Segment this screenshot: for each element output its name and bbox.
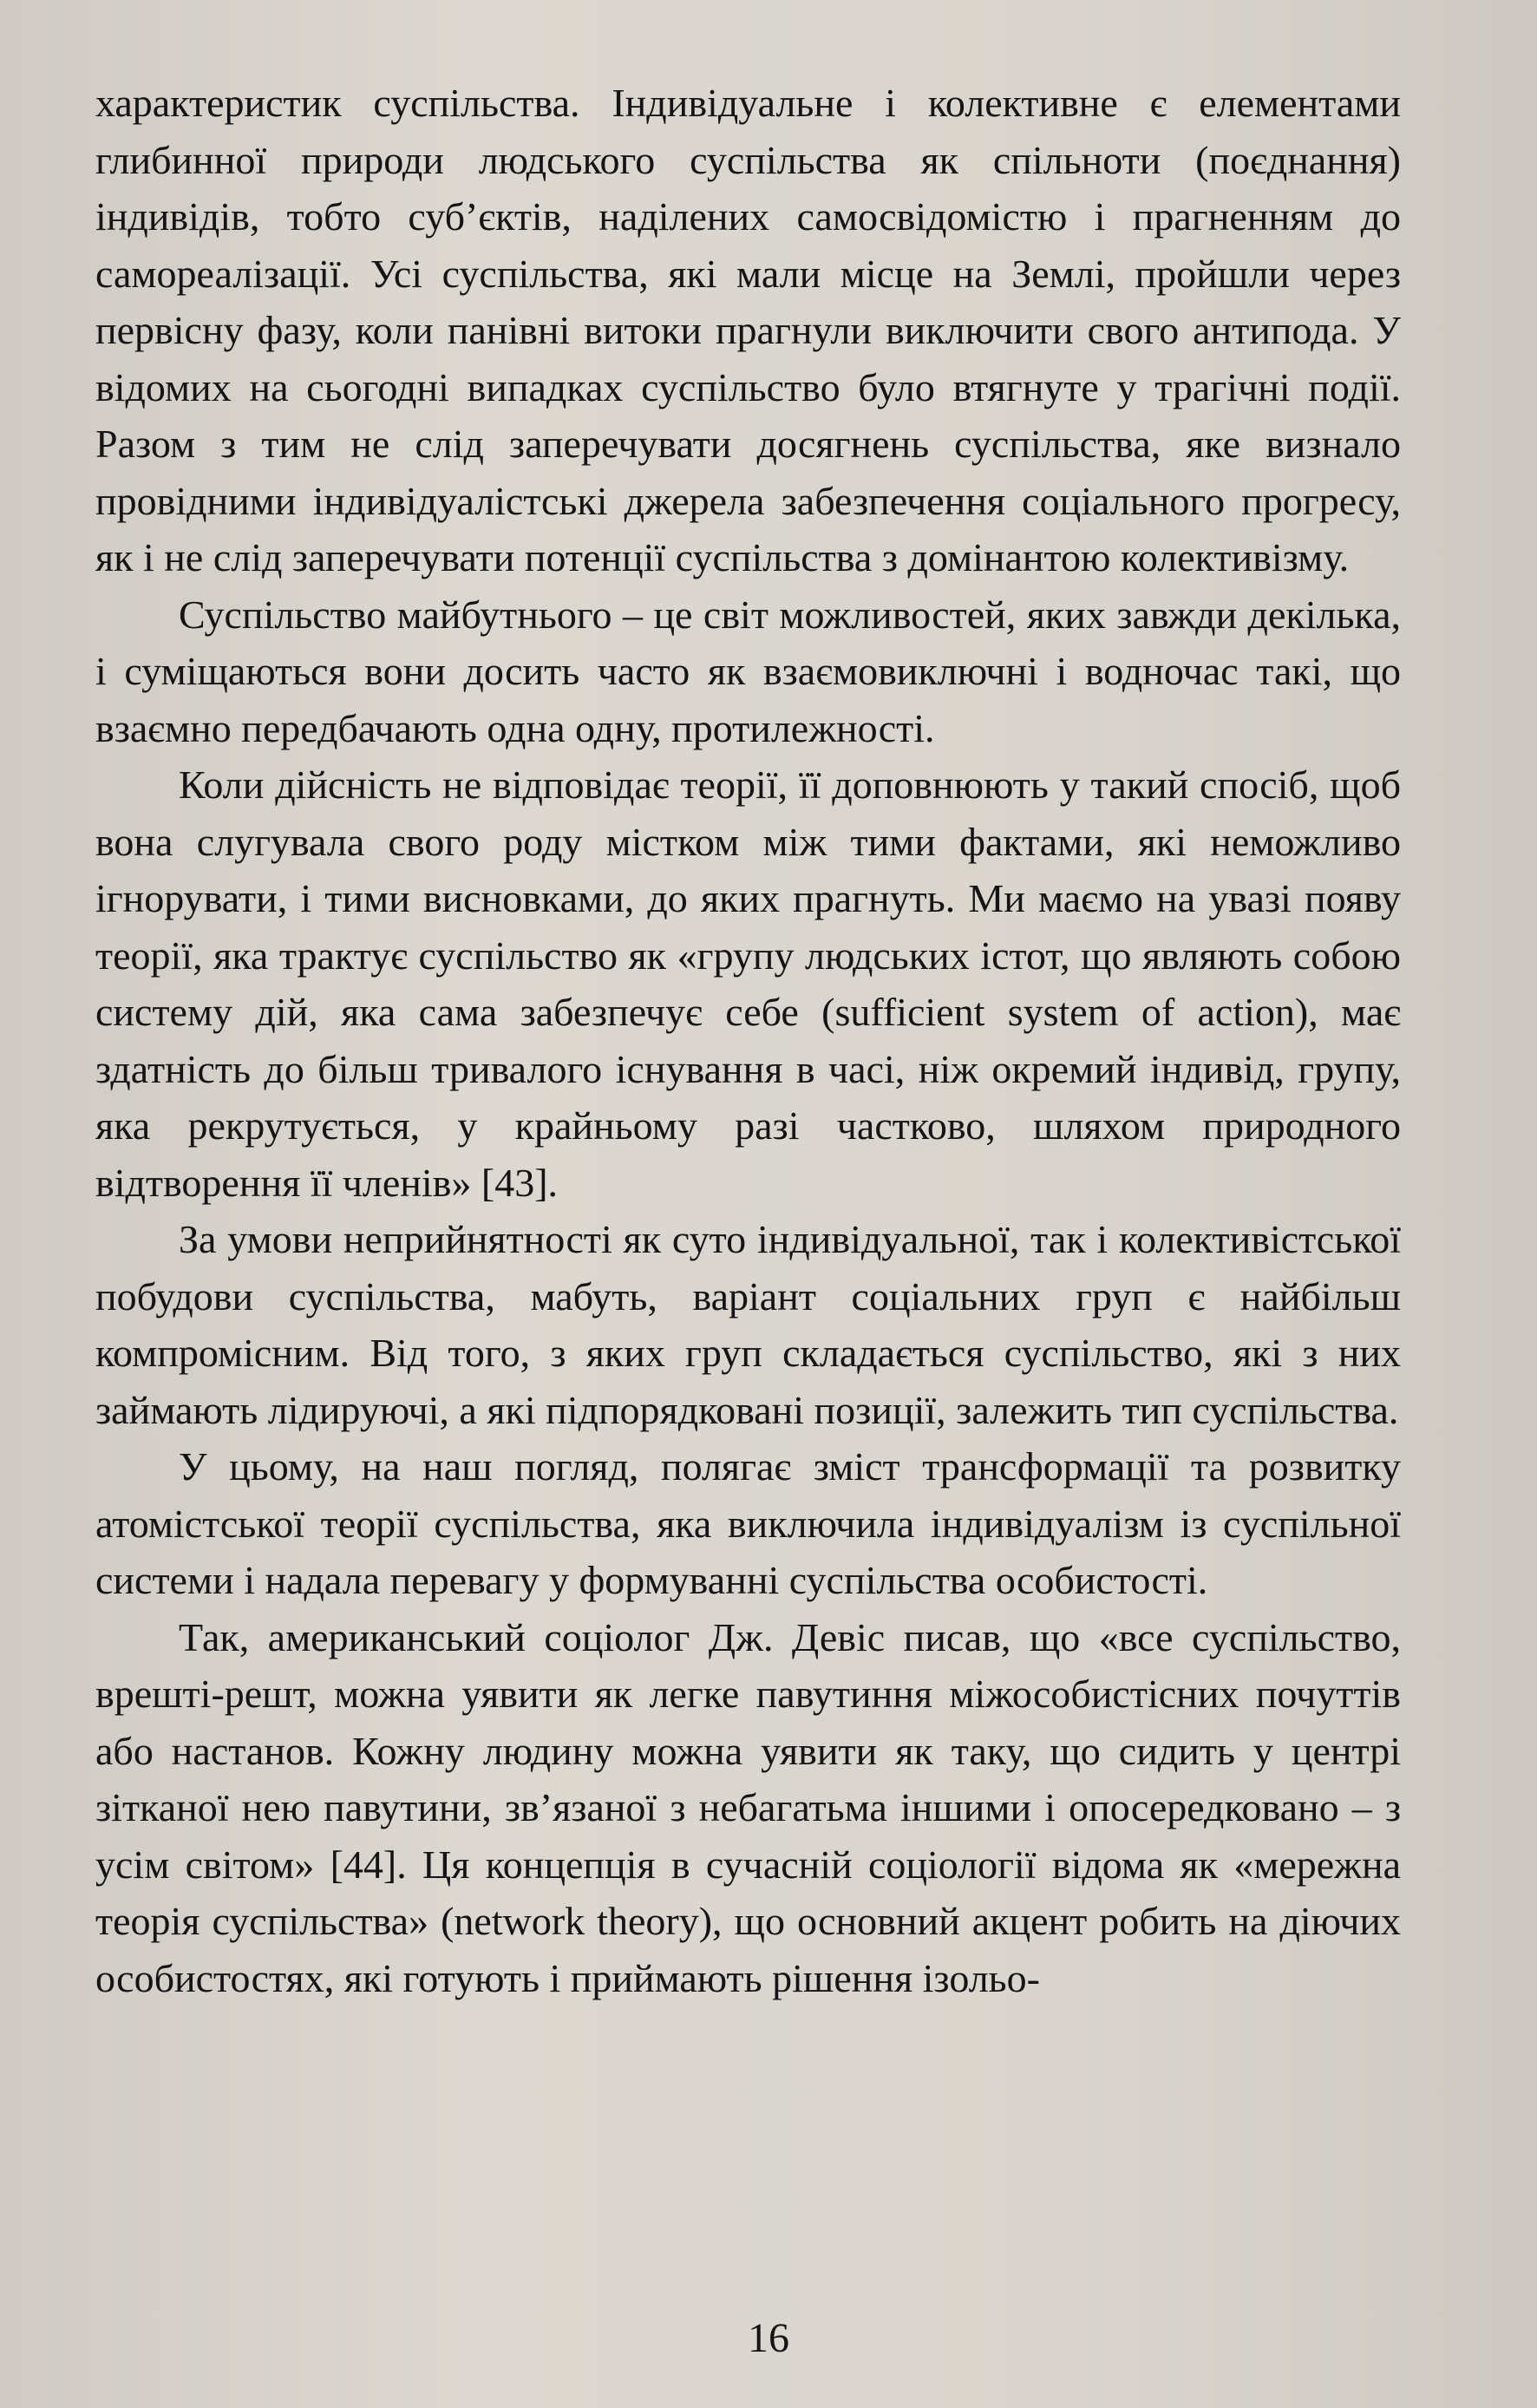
paragraph-1: характеристик суспільства. Індивідуальне і колективне є елементами глибинної природи людського суспільства як спільноти (поєднання) індивідів, тобто суб’єктів, наділених самосвідомістю і прагненням до самореалізації. Усі суспільства, які мали місце на Землі, пройшли через первісну фазу, коли панівні витоки прагнули виключити свого антипода. У відомих на сьогодні випадках суспільство було втягнуте у трагічні події. Разом з тим не слід заперечувати досягнень суспільства, яке визнало провідними індивідуалістські джерела забезпечення соціального прогресу, як і не слід заперечувати потенції суспільства з домінантою колективізму. <box>95 81 1401 579</box>
page-number: 16 <box>748 2315 789 2361</box>
paragraph-5: У цьому, на наш погляд, полягає зміст трансформації та розвитку атомістської теорії суспільства, яка виключила індивідуалізм із суспільної системи і надала перевагу у формуванні суспільства особистості. <box>95 1444 1401 1602</box>
paragraph-2: Суспільство майбутнього – це світ можливостей, яких завжди декілька, і суміщаються вони досить часто як взаємовиключні і водночас такі, що взаємно передбачають одна одну, протилежності. <box>95 592 1401 750</box>
paragraph-4: За умови неприйнятності як суто індивідуальної, так і колективістської побудови суспільства, мабуть, варіант соціальних груп є найбільш компромісним. Від того, з яких груп складається суспільство, які з них займають лідируючі, а які підпорядковані позиції, залежить тип суспільства. <box>95 1217 1401 1432</box>
paragraph-3: Коли дійсність не відповідає теорії, її доповнюють у такий спосіб, щоб вона слугувала свого роду містком між тими фактами, які неможливо ігнорувати, і тими висновками, до яких прагнуть. Ми маємо на увазі появу теорії, яка трактує суспільство як «групу людських істот, що являють собою систему дій, яка сама забезпечує себе (sufficient system of action), має здатність до більш тривалого існування в часі, ніж окремий індивід, групу, яка рекрутується, у крайньому разі частково, шляхом природного відтворення її членів» [43]. <box>95 762 1401 1205</box>
paragraph-6: Так, американський соціолог Дж. Девіс писав, що «все суспільство, врешті-решт, можна уявити як легке павутиння міжособистісних почуттів або настанов. Кожну людину можна уявити як таку, що сидить у центрі зітканої нею павутини, зв’язаної з небагатьма іншими і опосередковано – з усім світом» [44]. Ця концепція в сучасній соціології відома як «мережна теорія суспільства» (network theory), що основний акцент робить на діючих особистостях, які готують і приймають рішення ізольо- <box>95 1614 1401 2000</box>
page-body <box>95 75 1401 2295</box>
